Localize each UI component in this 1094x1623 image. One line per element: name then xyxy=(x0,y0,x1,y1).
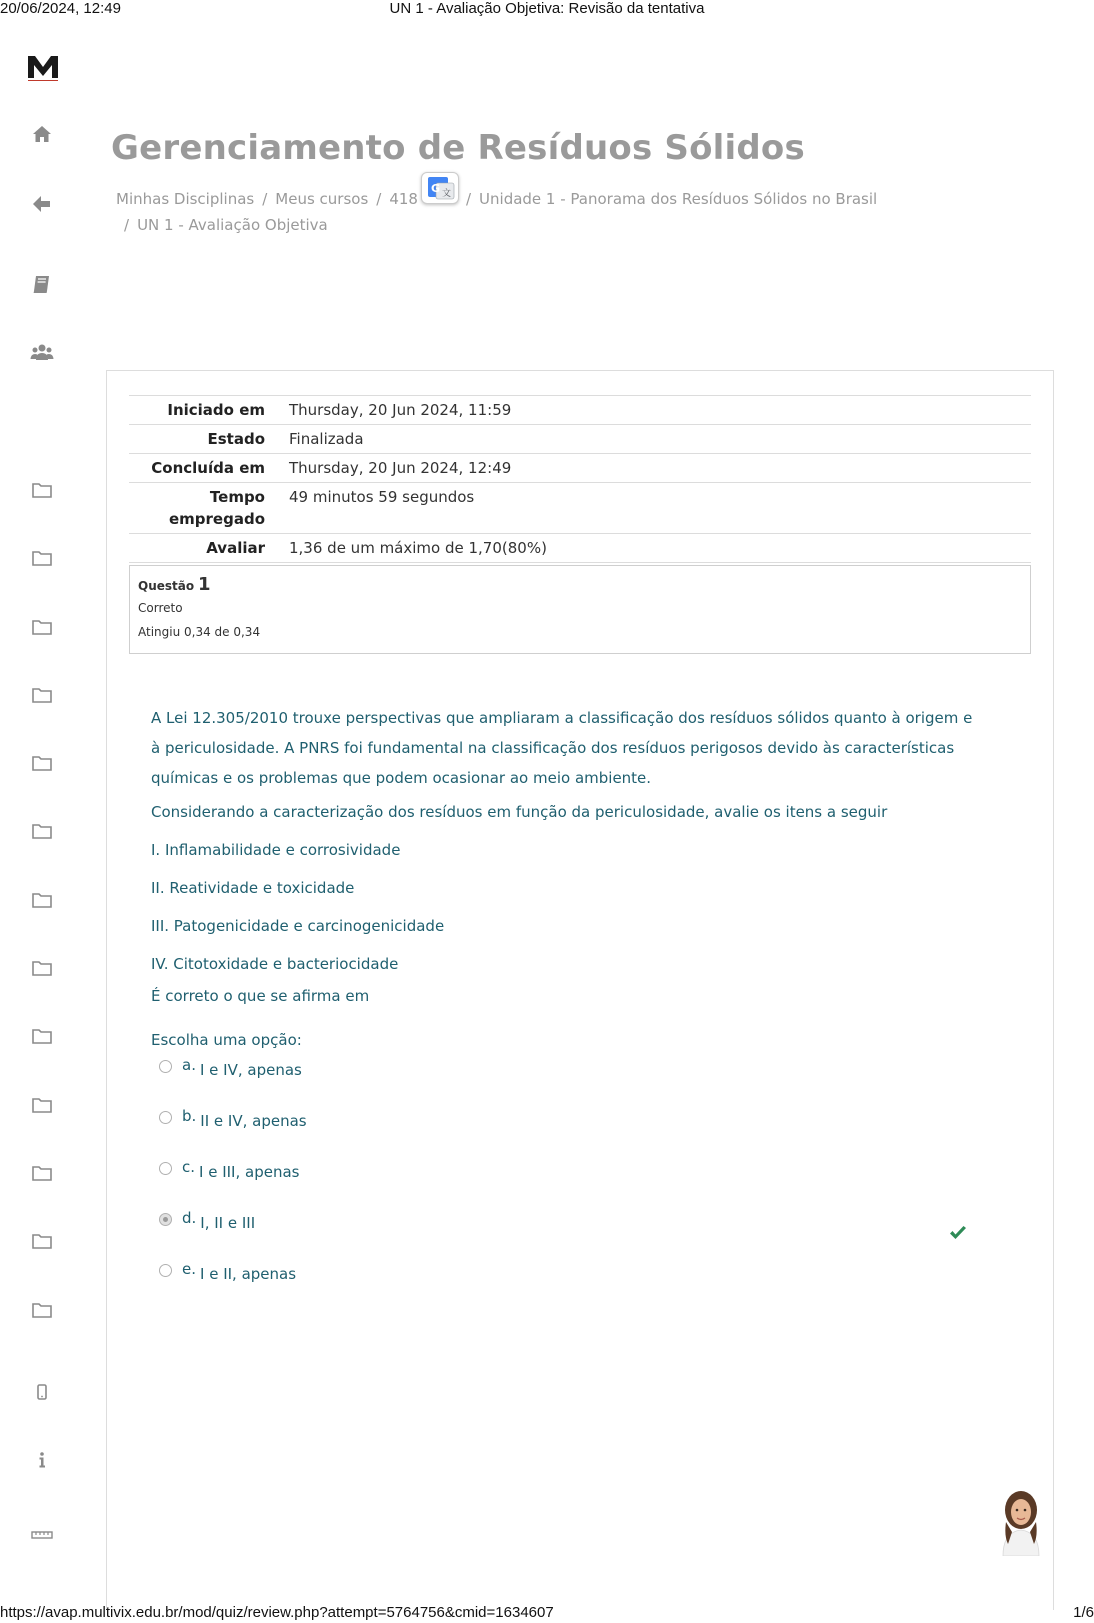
assistant-avatar-icon[interactable] xyxy=(998,1488,1044,1556)
question-info-box xyxy=(129,565,1031,654)
info-icon[interactable] xyxy=(30,1448,54,1472)
question-mark: Atingiu 0,34 de 0,34 xyxy=(138,625,261,639)
mobile-icon[interactable] xyxy=(30,1380,54,1404)
question-text xyxy=(151,703,981,1023)
print-title: UN 1 - Avaliação Objetiva: Revisão da tentativa xyxy=(389,0,705,17)
table-row xyxy=(129,534,1031,563)
option-letter: a. xyxy=(182,1056,196,1074)
answer-option-a[interactable] xyxy=(159,1056,302,1079)
breadcrumb xyxy=(116,186,1016,238)
folder-icon[interactable] xyxy=(30,546,54,570)
users-icon[interactable] xyxy=(30,340,54,364)
summary-value: Thursday, 20 Jun 2024, 11:59 xyxy=(279,396,1031,425)
statement-item: III. Patogenicidade e carcinogenicidade xyxy=(151,917,445,935)
folder-icon[interactable] xyxy=(30,1024,54,1048)
summary-label: Avaliar xyxy=(129,534,279,563)
print-footer xyxy=(0,1601,1094,1623)
table-row xyxy=(129,454,1031,483)
table-row xyxy=(129,425,1031,454)
summary-value: 49 minutos 59 segundos xyxy=(279,483,1031,534)
translate-button[interactable] xyxy=(421,172,459,204)
option-letter: b. xyxy=(182,1107,197,1125)
statement-item: IV. Citotoxidade e bacteriocidade xyxy=(151,955,399,973)
option-text: I e IV, apenas xyxy=(199,1061,302,1079)
statement-item: II. Reatividade e toxicidade xyxy=(151,879,355,897)
breadcrumb-separator: / xyxy=(465,190,472,208)
breadcrumb-separator: / xyxy=(262,190,268,208)
breadcrumb-item[interactable]: Unidade 1 - Panorama dos Resíduos Sólidos no Brasil xyxy=(479,190,878,208)
folder-icon[interactable] xyxy=(30,888,54,912)
question-ask: É correto o que se afirma em xyxy=(151,987,370,1005)
summary-value: 1,36 de um máximo de 1,70(80%) xyxy=(279,534,1031,563)
breadcrumb-item[interactable]: 418 xyxy=(389,190,418,208)
google-translate-icon xyxy=(422,173,460,203)
print-page-number: 1/6 xyxy=(1073,1604,1094,1621)
svg-text:文: 文 xyxy=(442,189,452,199)
table-row xyxy=(129,396,1031,425)
summary-label: Concluída em xyxy=(129,454,279,483)
answer-option-c[interactable] xyxy=(159,1158,300,1181)
folder-icon[interactable] xyxy=(30,1298,54,1322)
quiz-review-card xyxy=(106,370,1054,1610)
folder-icon[interactable] xyxy=(30,1229,54,1253)
question-label: Questão xyxy=(138,579,195,593)
answer-option-b[interactable] xyxy=(159,1107,307,1130)
radio-button[interactable] xyxy=(159,1162,172,1175)
book-icon[interactable] xyxy=(30,272,54,296)
breadcrumb-item[interactable]: UN 1 - Avaliação Objetiva xyxy=(137,216,328,234)
print-header xyxy=(0,0,1094,18)
option-text: I, II e III xyxy=(200,1214,256,1232)
breadcrumb-item[interactable]: Meus cursos xyxy=(275,190,369,208)
summary-value: Thursday, 20 Jun 2024, 12:49 xyxy=(279,454,1031,483)
question-intro: A Lei 12.305/2010 trouxe perspectivas que ampliaram a classificação dos resíduos sólidos quanto à origem e à periculosidade. A PNRS foi fundamental na classificação dos resíduos perigosos devido às características químicas e os problemas que podem ocasionar ao meio ambiente. xyxy=(151,709,973,787)
radio-button[interactable] xyxy=(159,1264,172,1277)
radio-button[interactable] xyxy=(159,1060,172,1073)
attempt-summary-table xyxy=(129,395,1031,563)
print-url: https://avap.multivix.edu.br/mod/quiz/review.php?attempt=5764756&cmid=1634607 xyxy=(0,1604,554,1621)
folder-icon[interactable] xyxy=(30,1161,54,1185)
back-arrow-icon[interactable] xyxy=(30,192,54,216)
folder-icon[interactable] xyxy=(30,956,54,980)
course-title: Gerenciamento de Resíduos Sólidos xyxy=(111,128,805,168)
answer-option-e[interactable] xyxy=(159,1260,297,1283)
folder-icon[interactable] xyxy=(30,819,54,843)
folder-icon[interactable] xyxy=(30,478,54,502)
choose-option-prompt: Escolha uma opção: xyxy=(151,1031,302,1049)
print-datetime: 20/06/2024, 12:49 xyxy=(0,0,121,17)
answer-option-d[interactable] xyxy=(159,1209,256,1232)
summary-label: Tempo empregado xyxy=(129,483,279,534)
summary-value: Finalizada xyxy=(279,425,1031,454)
table-row xyxy=(129,483,1031,534)
question-state: Correto xyxy=(138,601,183,615)
multivix-logo[interactable] xyxy=(26,50,60,84)
option-letter: d. xyxy=(182,1209,197,1227)
summary-label: Estado xyxy=(129,425,279,454)
option-text: I e II, apenas xyxy=(200,1265,297,1283)
breadcrumb-separator: / xyxy=(124,216,130,234)
svg-text:G: G xyxy=(431,182,441,195)
breadcrumb-item[interactable]: Minhas Disciplinas xyxy=(116,190,255,208)
option-letter: e. xyxy=(182,1260,196,1278)
radio-button-selected[interactable] xyxy=(159,1213,172,1226)
folder-icon[interactable] xyxy=(30,683,54,707)
checkmark-icon xyxy=(949,1225,967,1241)
folder-icon[interactable] xyxy=(30,1093,54,1117)
option-letter: c. xyxy=(182,1158,196,1176)
folder-icon[interactable] xyxy=(30,751,54,775)
question-number: 1 xyxy=(197,574,211,595)
option-text: II e IV, apenas xyxy=(200,1112,307,1130)
breadcrumb-separator: / xyxy=(376,190,382,208)
summary-label: Iniciado em xyxy=(129,396,279,425)
option-text: I e III, apenas xyxy=(199,1163,300,1181)
radio-button[interactable] xyxy=(159,1111,172,1124)
sidebar xyxy=(0,30,90,1600)
question-instruction: Considerando a caracterização dos resíduos em função da periculosidade, avalie os itens a seguir xyxy=(151,803,888,821)
folder-icon[interactable] xyxy=(30,615,54,639)
keyboard-icon[interactable] xyxy=(30,1524,54,1548)
statement-item: I. Inflamabilidade e corrosividade xyxy=(151,841,401,859)
home-icon[interactable] xyxy=(30,122,54,146)
